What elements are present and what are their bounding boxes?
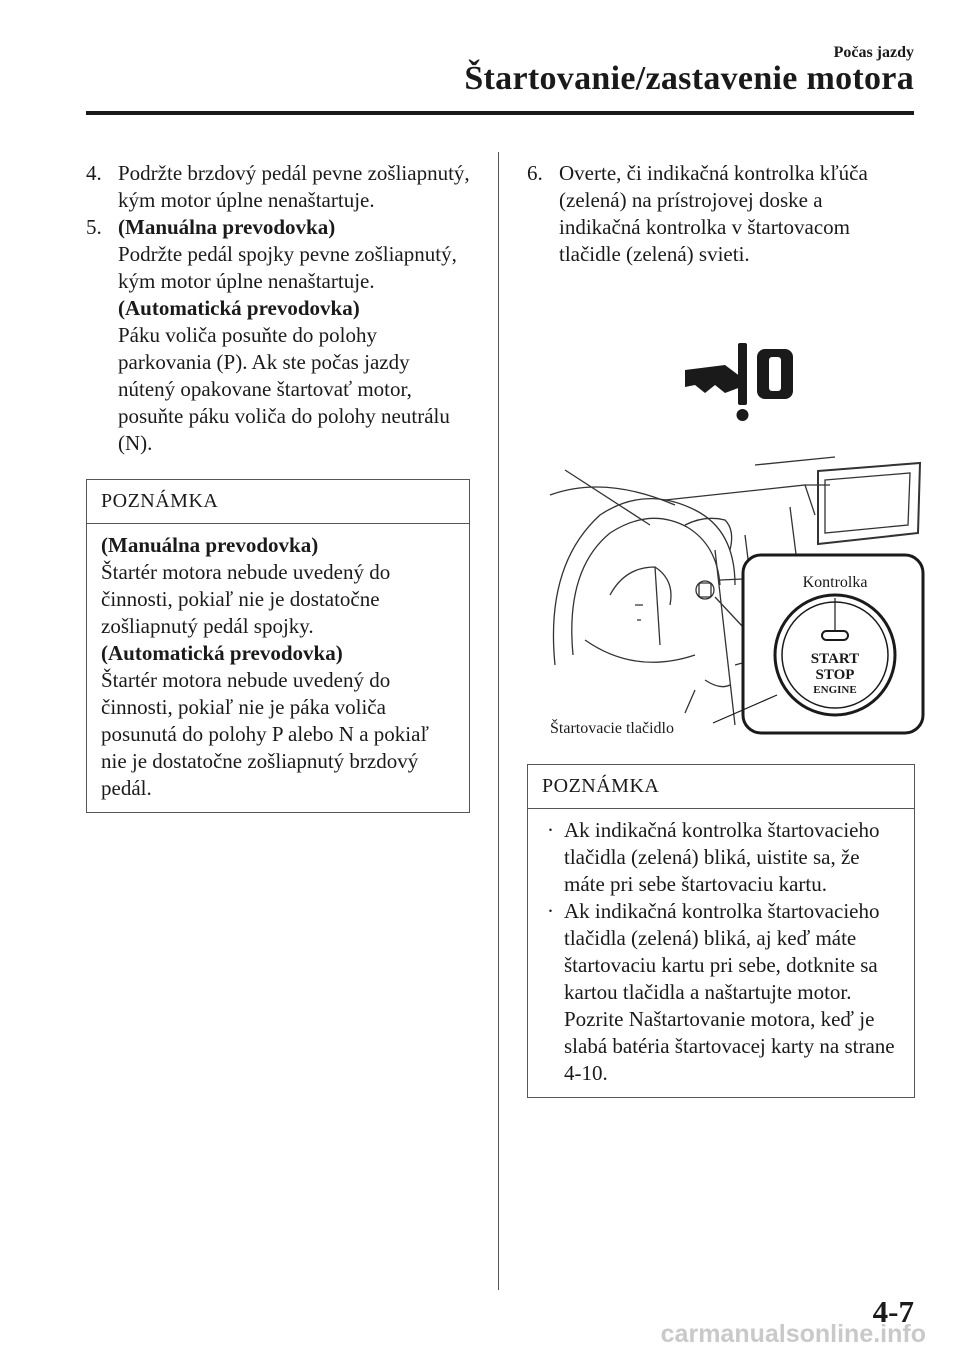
note-box-right: [527, 764, 915, 1098]
manual-text: Podržte pedál spojky pevne zošliapnutý, kým motor úplne nenaštartuje.: [118, 242, 457, 293]
dashboard-illustration: [545, 335, 925, 740]
chapter-title: Štartovanie/zastavenie motora: [464, 60, 914, 97]
note-manual-text: Štartér motora nebude uvedený do činnosti, pokiaľ nie je dostatočne zošliapnutý pedál spojky.: [101, 560, 391, 638]
note-bullet-2: · Ak indikačná kontrolka štartovacieho tlačidla (zelená) bliká, aj keď máte štartovaciu kartu pri sebe, dotknite sa kartou tlačidla a naštartujte motor. Pozrite Naštartovanie motora, keď je slabá batéria štartovacej karty na strane 4-10.: [547, 899, 895, 1085]
note-body: [87, 524, 469, 812]
column-divider: [498, 152, 499, 1290]
note-title: POZNÁMKA: [87, 480, 469, 524]
step-number: 5.: [86, 215, 102, 239]
section-label: Počas jazdy: [833, 44, 914, 61]
page-number: 4-7: [872, 1294, 914, 1329]
step-text: Overte, či indikačná kontrolka kľúča (zelená) na prístrojovej doske a indikačná kontrolka v štartovacom tlačidle (zelená) svieti.: [559, 161, 868, 266]
step-text: Podržte brzdový pedál pevne zošliapnutý, kým motor úplne nenaštartuje.: [118, 161, 470, 212]
label-indicator: Kontrolka: [802, 574, 868, 591]
watermark: carmanualsonline.info: [660, 1320, 926, 1348]
header-rule: [86, 111, 914, 115]
step-5: [86, 214, 470, 457]
note-auto-text: Štartér motora nebude uvedený do činnosti, pokiaľ nie je páka voliča posunutá do polohy P alebo N a pokiaľ nie je dostatočne zošliapnutý brzdový pedál.: [101, 668, 429, 800]
auto-text: Páku voliča posuňte do polohy parkovania (P). Ak ste počas jazdy nútený opakovane štartovať motor, posuňte páku voliča do polohy neutrálu (N).: [118, 323, 450, 455]
left-column: [86, 160, 470, 813]
right-column: [527, 160, 915, 268]
step-number: 6.: [527, 161, 543, 185]
step-number: 4.: [86, 161, 102, 185]
bullet-text: Ak indikačná kontrolka štartovacieho tlačidla (zelená) bliká, uistite sa, že máte pri sebe štartovaciu kartu.: [564, 818, 880, 896]
note-body: [528, 809, 914, 1097]
dashboard-figure: [545, 335, 925, 740]
key-warning-icon: [685, 343, 793, 421]
auto-heading: (Automatická prevodovka): [118, 296, 360, 320]
note-title: POZNÁMKA: [528, 765, 914, 809]
manual-heading: (Manuálna prevodovka): [118, 215, 336, 239]
label-start-button: Štartovacie tlačidlo: [550, 720, 674, 737]
step-6: [527, 160, 915, 268]
note-bullet-1: · Ak indikačná kontrolka štartovacieho tlačidla (zelená) bliká, uistite sa, že máte pri sebe štartovaciu kartu.: [547, 818, 880, 896]
note-manual-heading: (Manuálna prevodovka): [101, 533, 319, 557]
note-auto-heading: (Automatická prevodovka): [101, 641, 343, 665]
button-label-engine: ENGINE: [813, 684, 857, 696]
step-4: [86, 160, 470, 214]
bullet-text: Ak indikačná kontrolka štartovacieho tlačidla (zelená) bliká, aj keď máte štartovaciu kartu pri sebe, dotknite sa kartou tlačidla a naštartujte motor. Pozrite Naštartovanie motora, keď je slabá batéria štartovacej karty na strane 4-10.: [564, 899, 895, 1085]
note-box-left: [86, 479, 470, 813]
button-label-stop: STOP: [815, 667, 855, 683]
button-label-start: START: [810, 651, 860, 667]
